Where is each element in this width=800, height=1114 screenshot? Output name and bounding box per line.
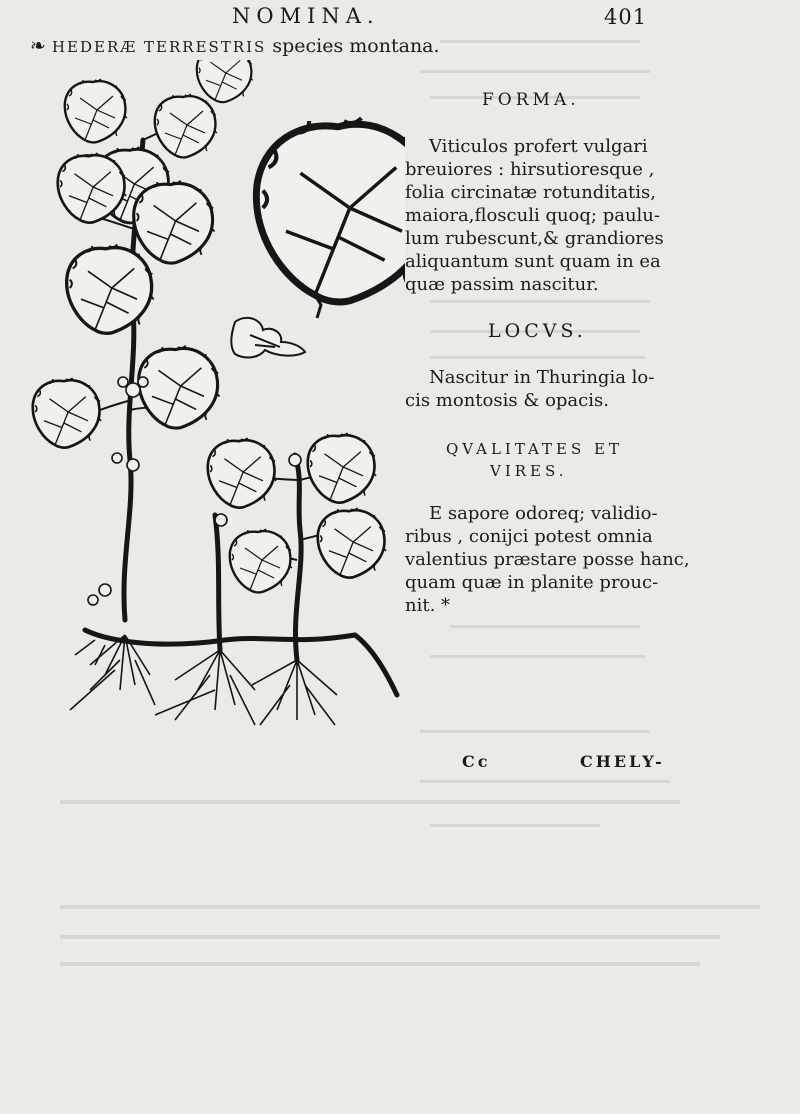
section-title-locus: LOCVS. bbox=[488, 320, 587, 342]
signature-mark: Cc bbox=[462, 752, 491, 771]
text-line: valentius præstare posse hanc, bbox=[405, 549, 690, 570]
forma-paragraph bbox=[405, 135, 664, 296]
text-line: Nascitur in Thuringia lo- bbox=[429, 367, 655, 388]
text-line: cis montosis & opacis. bbox=[405, 390, 609, 411]
text-line: quæ passim nascitur. bbox=[405, 274, 599, 295]
text-line: nit. * bbox=[405, 595, 451, 616]
text-line: folia circinatæ rotunditatis, bbox=[405, 182, 656, 203]
text-line: Viticulos profert vulgari bbox=[429, 136, 648, 157]
fleuron-mark: ❧ bbox=[30, 35, 46, 57]
text-line: aliquantum sunt quam in ea bbox=[405, 251, 661, 272]
running-head: NOMINA. bbox=[232, 4, 380, 28]
flower-detail bbox=[231, 318, 305, 358]
page-number: 401 bbox=[604, 5, 648, 29]
text-line: breuiores : hirsutioresque , bbox=[405, 159, 655, 180]
text-line: E sapore odoreq; validio- bbox=[429, 503, 658, 524]
section-title-forma: FORMA. bbox=[482, 90, 580, 110]
locus-paragraph bbox=[405, 366, 654, 412]
section-title-vires: VIRES. bbox=[490, 462, 568, 480]
plant-name-caps: HEDERÆ TERRESTRIS bbox=[51, 38, 267, 56]
text-line: lum rubescunt,& grandiores bbox=[405, 228, 664, 249]
large-leaf-detail bbox=[256, 118, 405, 302]
catchword: CHELY- bbox=[580, 752, 665, 771]
section-title-qualitates: QVALITATES ET bbox=[446, 440, 623, 458]
plant-woodcut-illustration bbox=[25, 60, 405, 730]
text-line: quam quæ in planite prouc- bbox=[405, 572, 659, 593]
text-line: ribus , conijci potest omnia bbox=[405, 526, 653, 547]
qualitates-paragraph bbox=[405, 502, 690, 617]
text-line: maiora,flosculi quoq; paulu- bbox=[405, 205, 660, 226]
plant-name-rest: species montana. bbox=[272, 35, 440, 57]
plant-heading bbox=[30, 35, 440, 57]
